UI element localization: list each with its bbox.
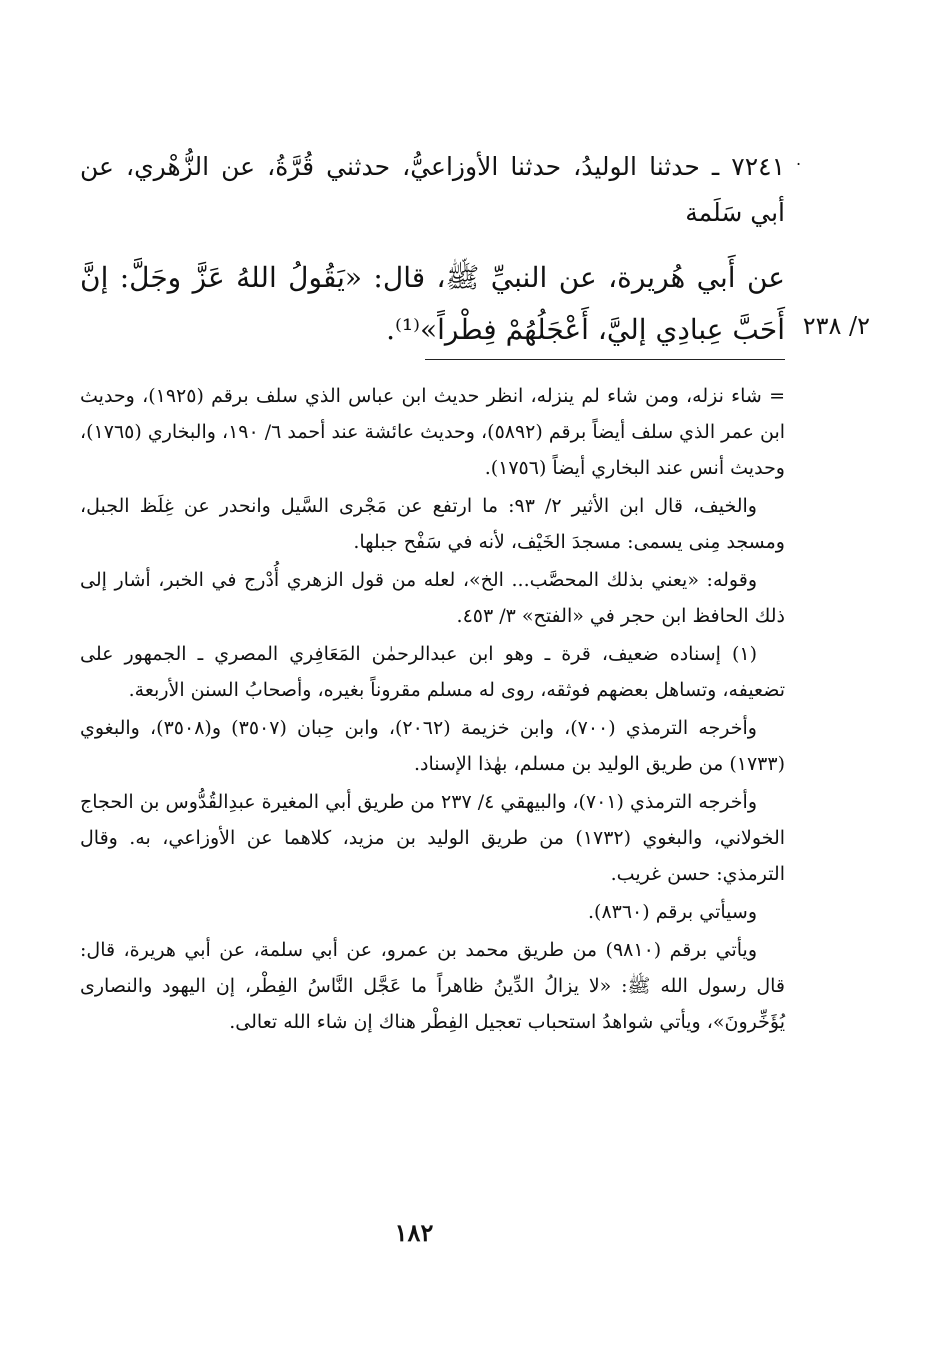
footnote-paragraph: = شاء نزله، ومن شاء لم ينزله، انظر حديث ابن عباس الذي سلف برقم (١٩٢٥)، وحديث ابن عمر الذي سلف أيضاً برقم (٥٨٩٢)، وحديث عائشة عند أحمد ٦/ ١٩٠، والبخاري (١٧٦٥)، وحديث أنس عند البخاري أيضاً (١٧٥٦).	[80, 385, 786, 479]
footnote-paragraph: والخيف، قال ابن الأثير ٢/ ٩٣: ما ارتفع عن مَجْرى السَّيل وانحدر عن غِلَظ الجبل، ومسجد مِنى يسمى: مسجدَ الخَيْف، لأنه في سَفْح جبلها.	[80, 495, 785, 553]
footnote-paragraph: وسيأتي برقم (٨٣٦٠).	[587, 901, 757, 923]
footnote-paragraph: ويأتي برقم (٩٨١٠) من طريق محمد بن عمرو، عن أبي سلمة، عن أبي هريرة، قال: قال رسول الله ﷺ: «لا يزالُ الدِّينُ ظاهراً ما عَجَّل النَّاسُ الفِطْر، إن اليهود والنصارى يُؤَخِّرونَ»، ويأتي شواهدُ استحباب تعجيل الفِطْر هناك إن شاء الله تعالى.	[80, 939, 785, 1033]
footnote-paragraph: وأخرجه الترمذي (٧٠٠)، وابن خزيمة (٢٠٦٢)، وابن حِبان (٣٥٠٧) و(٣٥٠٨)، والبغوي (١٧٣٣) من طريق الوليد بن مسلم، بهٰذا الإسناد.	[80, 717, 785, 775]
hadith-chain: ٧٢٤١ ـ حدثنا الوليدُ، حدثنا الأوزاعيُّ، حدثني قُرَّةُ، عن الزُّهْري، عن أبي سَلَمة	[80, 152, 785, 227]
footnote-paragraph: (١) إسناده ضعيف، قرة ـ وهو ابن عبدالرحمٰن المَعَافِري المصري ـ الجمهور على تضعيفه، وتساهل بعضهم فوثقه، روى له مسلم مقروناً بغيره، وأصحابُ السنن الأربعة.	[80, 643, 785, 701]
footnotes-block	[80, 378, 785, 1042]
margin-volume-page-reference: ٢/ ٢٣٨	[802, 312, 870, 340]
footnote-divider	[425, 359, 785, 360]
footnote-paragraph: وأخرجه الترمذي (٧٠١)، والبيهقي ٤/ ٢٣٧ من طريق أبي المغيرة عبدِالقُدُّوس بن الحجاج الخولاني، والبغوي (١٧٣٢) من طريق الوليد بن مزيد، كلاهما عن الأوزاعي، به. وقال الترمذي: حسن غريب.	[80, 791, 786, 885]
hadith-body: عن أَبي هُريرة، عن النبيِّ ﷺ، قال: «يَقُولُ اللهُ عَزَّ وجَلَّ: إنَّ أَحَبَّ عِبادِي إليَّ، أَعْجَلُهُمْ فِطْراً»⁽¹⁾.	[80, 261, 786, 346]
line-marker: .	[796, 150, 802, 169]
footnote-paragraph: وقوله: «يعني بذلك المحصَّب... الخ»، لعله من قول الزهري أُدْرج في الخبر، أشار إلى ذلك الحافظ ابن حجر في «الفتح» ٣/ ٤٥٣.	[80, 569, 785, 627]
page-number: ١٨٢	[394, 1218, 434, 1247]
